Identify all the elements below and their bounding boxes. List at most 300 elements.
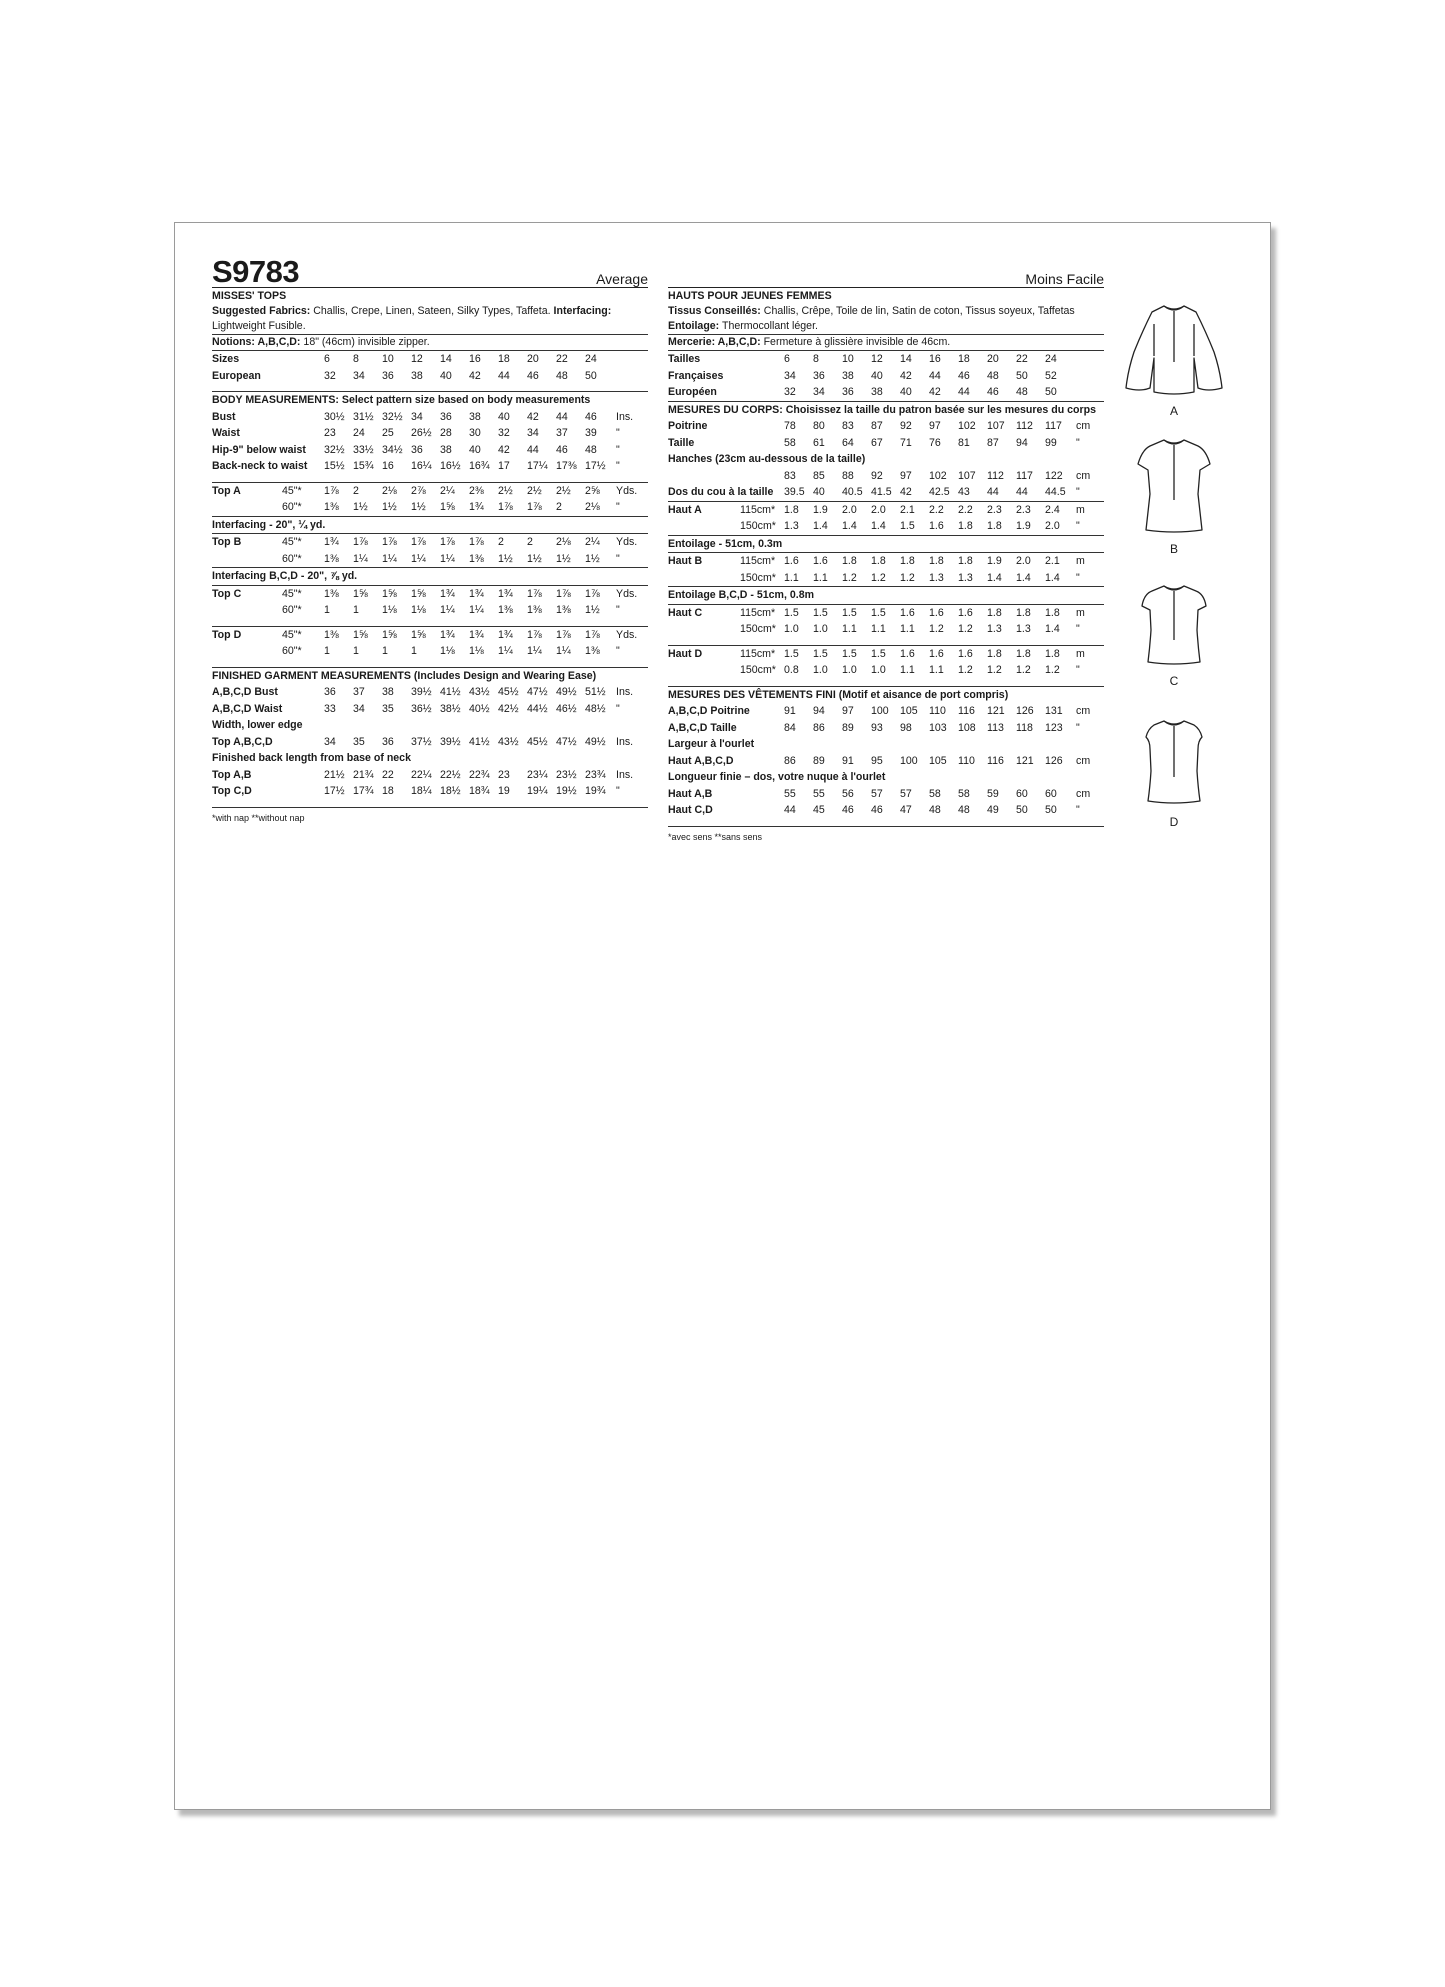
value-cell: 1⅜ — [556, 604, 571, 616]
table-row — [212, 409, 648, 426]
value-cell: 17⅜ — [556, 460, 577, 472]
french-header — [668, 258, 1104, 288]
value-cell: 1.8 — [987, 520, 1002, 532]
value-cell: 60 — [1045, 787, 1057, 800]
value-cell: 44 — [527, 443, 539, 456]
fabric-width: 60"* — [282, 604, 302, 616]
yardage-row — [212, 499, 648, 516]
view-label: Haut D — [668, 645, 740, 662]
spacer-row — [212, 384, 648, 392]
value-cell: 37 — [353, 686, 365, 698]
value-cell: 23 — [324, 427, 336, 439]
value-cell: 49 — [987, 804, 999, 816]
value-cell: 12 — [411, 351, 440, 368]
yardage-row — [668, 553, 1104, 570]
spacer-cell — [212, 475, 648, 483]
value-cell: 48 — [1016, 386, 1028, 398]
value-cell: 1.4 — [987, 571, 1002, 584]
value-cell: 1½ — [382, 501, 397, 513]
value-cell: 37½ — [411, 735, 432, 748]
unit-cell: " — [616, 702, 620, 715]
value-cell: 2.0 — [1045, 520, 1060, 532]
value-cell: 40½ — [469, 702, 490, 715]
value-cell: 1.6 — [900, 604, 929, 621]
value-cell: 1.4 — [842, 520, 857, 532]
unit-cell: Yds. — [614, 585, 648, 602]
value-cell: 38 — [469, 410, 481, 423]
value-cell: 22 — [1016, 351, 1045, 368]
finished-measurements-heading — [212, 667, 648, 684]
value-cell: 1½ — [353, 501, 368, 513]
unit-cell: cm — [1076, 705, 1091, 717]
value-cell: 1⅜ — [469, 552, 484, 565]
value-cell: 42 — [469, 369, 481, 382]
value-cell: 42 — [527, 410, 539, 423]
fabric-width: 150cm* — [740, 664, 776, 676]
value-cell: 89 — [842, 721, 854, 734]
value-cell: 1⅜ — [324, 626, 353, 643]
length-heading — [212, 750, 648, 767]
value-cell: 50 — [1016, 804, 1028, 816]
unit-cell: m — [1074, 553, 1104, 570]
unit-cell — [1074, 384, 1104, 401]
yardage-row — [212, 585, 648, 602]
value-cell: 44 — [784, 804, 796, 816]
value-cell: 1⅞ — [382, 534, 411, 551]
value-cell: 1.6 — [813, 553, 842, 570]
view-label: Top D — [212, 626, 282, 643]
value-cell: 50 — [1016, 369, 1028, 382]
value-cell: 48 — [929, 804, 941, 816]
unit-cell: " — [616, 645, 620, 657]
value-cell: 48 — [958, 804, 970, 816]
value-cell: 2⅛ — [556, 534, 585, 551]
value-cell: 1.3 — [1016, 623, 1031, 635]
value-cell: 87 — [871, 420, 883, 432]
value-cell: 1.4 — [1045, 623, 1060, 635]
value-cell: 2 — [527, 534, 556, 551]
value-cell: 97 — [900, 469, 912, 482]
value-cell: 1.8 — [900, 553, 929, 570]
unit-cell: " — [1076, 623, 1080, 635]
notions-text-fr: Fermeture à glissière invisible de 46cm. — [763, 336, 951, 348]
spacer-row — [212, 660, 648, 668]
value-cell: 46 — [842, 804, 854, 816]
value-cell: 43 — [958, 486, 970, 498]
row-label: Top C,D — [212, 785, 252, 797]
value-cell: 40.5 — [842, 486, 863, 498]
table-row — [668, 468, 1104, 485]
unit-cell: " — [1076, 804, 1080, 816]
yardage-row — [668, 645, 1104, 662]
interfacing-row — [668, 535, 1104, 553]
value-cell: 38 — [871, 386, 883, 398]
value-cell: 1¼ — [440, 604, 455, 616]
value-cell: 14 — [900, 351, 929, 368]
value-cell: 95 — [871, 754, 883, 767]
value-cell: 1⅝ — [440, 501, 455, 513]
value-cell: 50 — [1045, 804, 1057, 816]
yardage-row — [212, 482, 648, 499]
value-cell: 97 — [842, 705, 854, 717]
value-cell: 89 — [813, 754, 825, 767]
unit-cell: cm — [1076, 787, 1091, 800]
value-cell: 123 — [1045, 721, 1063, 734]
value-cell: 45½ — [527, 735, 548, 748]
value-cell: 1.1 — [900, 623, 915, 635]
value-cell: 1.6 — [929, 520, 944, 532]
value-cell: 20 — [987, 351, 1016, 368]
row-label: Hip-9" below waist — [212, 443, 306, 456]
value-cell: 34½ — [382, 443, 403, 456]
value-cell: 1¾ — [440, 585, 469, 602]
unit-cell: Yds. — [614, 482, 648, 499]
value-cell: 60 — [1016, 787, 1028, 800]
value-cell: 42.5 — [929, 486, 950, 498]
value-cell: 46 — [585, 410, 597, 423]
value-cell: 59 — [987, 787, 999, 800]
interfacing-note: Interfacing - 20", ¼ yd. — [212, 516, 648, 534]
value-cell: 28 — [440, 427, 452, 439]
value-cell: 8 — [813, 351, 842, 368]
value-cell: 31½ — [353, 410, 374, 423]
value-cell: 116 — [958, 705, 975, 717]
unit-cell: Ins. — [616, 686, 634, 698]
value-cell: 34 — [411, 410, 423, 423]
value-cell: 1⅜ — [585, 645, 600, 657]
value-cell: 36 — [324, 686, 336, 698]
value-cell: 16 — [469, 351, 498, 368]
value-cell: 2.0 — [842, 501, 871, 518]
value-cell: 1⅞ — [556, 585, 585, 602]
value-cell: 6 — [784, 351, 813, 368]
value-cell: 39½ — [440, 735, 461, 748]
view-label: Top B — [212, 534, 282, 551]
unit-cell: cm — [1076, 754, 1091, 767]
notions-label: Notions: A,B,C,D: — [212, 336, 301, 348]
value-cell: 1⅛ — [411, 604, 426, 616]
value-cell: 1⅞ — [498, 501, 513, 513]
value-cell: 1.3 — [929, 571, 944, 584]
value-cell: 16½ — [440, 460, 461, 472]
difficulty-level: Average — [596, 271, 648, 287]
value-cell: 1.3 — [958, 571, 973, 584]
value-cell: 39 — [585, 427, 597, 439]
value-cell: 100 — [900, 754, 918, 767]
value-cell: 39½ — [411, 686, 432, 698]
value-cell: 92 — [900, 420, 912, 432]
french-measurement-table — [668, 350, 1104, 826]
value-cell: 17½ — [324, 785, 345, 797]
english-measurement-table — [212, 350, 648, 807]
value-cell: 42 — [498, 443, 510, 456]
value-cell: 112 — [1016, 420, 1033, 432]
fabric-info-fr — [668, 288, 1104, 334]
value-cell: 1.8 — [1045, 604, 1074, 621]
value-cell: 1.8 — [987, 604, 1016, 621]
value-cell: 1⅞ — [353, 534, 382, 551]
value-cell: 42 — [900, 486, 912, 498]
yardage-row — [668, 604, 1104, 621]
value-cell: 1.1 — [842, 623, 857, 635]
spacer-cell — [212, 619, 648, 627]
value-cell: 1⅛ — [440, 645, 455, 657]
value-cell: 34 — [813, 386, 825, 398]
unit-cell: " — [1076, 520, 1080, 532]
value-cell: 32½ — [382, 410, 403, 423]
fabrics-label: Suggested Fabrics: — [212, 305, 311, 317]
unit-cell: cm — [1076, 420, 1091, 432]
row-label: Haut C,D — [668, 804, 713, 816]
table-row — [668, 351, 1104, 368]
value-cell: 112 — [987, 469, 1004, 482]
value-cell: 1.0 — [813, 664, 828, 676]
value-cell: 23 — [498, 768, 510, 781]
value-cell: 6 — [324, 351, 353, 368]
view-label-a: A — [1169, 404, 1178, 418]
spacer-row — [668, 679, 1104, 687]
value-cell: 18 — [498, 351, 527, 368]
value-cell: 57 — [871, 787, 883, 800]
value-cell: 1¾ — [469, 585, 498, 602]
value-cell: 40 — [440, 369, 452, 382]
value-cell: 8 — [353, 351, 382, 368]
difficulty-level-fr: Moins Facile — [1025, 271, 1104, 287]
value-cell: 21½ — [324, 768, 345, 781]
value-cell: 2½ — [527, 482, 556, 499]
value-cell: 36½ — [411, 702, 432, 715]
value-cell: 35 — [382, 702, 394, 715]
value-cell: 55 — [784, 787, 796, 800]
fabric-width: 150cm* — [740, 623, 776, 635]
value-cell: 48 — [987, 369, 999, 382]
value-cell: 58 — [958, 787, 970, 800]
value-cell: 16¼ — [411, 460, 432, 472]
value-cell: 126 — [1045, 754, 1063, 767]
value-cell: 83 — [784, 469, 796, 482]
value-cell: 94 — [813, 705, 825, 717]
table-row — [212, 734, 648, 751]
value-cell: 1¾ — [498, 585, 527, 602]
interfacing-label: Interfacing: — [553, 305, 612, 317]
value-cell: 1⅜ — [527, 604, 542, 616]
value-cell: 1⅜ — [498, 604, 513, 616]
fabric-width: 115cm* — [740, 604, 784, 621]
value-cell: 91 — [784, 705, 796, 717]
row-label: Dos du cou à la taille — [668, 486, 774, 498]
value-cell: 34 — [353, 369, 365, 382]
unit-cell: cm — [1076, 469, 1091, 482]
unit-cell: " — [616, 460, 620, 472]
body-measurements-heading-fr: MESURES DU CORPS: Choisissez la taille du patron basée sur les mesures du corps — [668, 401, 1104, 418]
value-cell: 1.5 — [871, 645, 900, 662]
view-label — [668, 518, 740, 535]
value-cell: 1.9 — [813, 501, 842, 518]
unit-cell: Ins. — [616, 768, 634, 781]
value-cell: 1.5 — [842, 604, 871, 621]
value-cell: 46½ — [556, 702, 577, 715]
value-cell: 48 — [556, 369, 568, 382]
value-cell: 1¼ — [353, 552, 368, 565]
value-cell: 2.4 — [1045, 501, 1074, 518]
value-cell: 40 — [469, 443, 481, 456]
value-cell: 17½ — [585, 460, 606, 472]
row-label: Haut A,B,C,D — [668, 754, 734, 767]
value-cell: 30½ — [324, 410, 345, 423]
value-cell: 1⅞ — [469, 534, 498, 551]
value-cell: 1.1 — [813, 571, 828, 584]
value-cell: 1.8 — [987, 645, 1016, 662]
value-cell: 1⅝ — [411, 585, 440, 602]
value-cell: 61 — [813, 436, 825, 449]
row-label: Haut A,B — [668, 787, 713, 800]
value-cell: 83 — [842, 420, 854, 432]
fabric-info — [212, 288, 648, 334]
value-cell: 1.6 — [784, 553, 813, 570]
row-label: Tailles — [668, 351, 784, 368]
fabric-width: 45"* — [282, 482, 324, 499]
value-cell: 1.9 — [987, 553, 1016, 570]
row-label: A,B,C,D Bust — [212, 686, 278, 698]
finished-measurements-heading-fr — [668, 686, 1104, 703]
value-cell: 2⅛ — [585, 501, 600, 513]
fabric-width: 45"* — [282, 585, 324, 602]
notions-info-fr — [668, 334, 1104, 350]
value-cell: 1⅞ — [585, 626, 614, 643]
view-label — [212, 643, 282, 660]
value-cell: 2⅛ — [382, 482, 411, 499]
value-cell: 107 — [958, 469, 976, 482]
value-cell: 1¼ — [440, 552, 455, 565]
fabric-width: 60"* — [282, 552, 302, 565]
value-cell: 38 — [382, 686, 394, 698]
value-cell: 46 — [871, 804, 883, 816]
unit-cell: " — [616, 501, 620, 513]
value-cell: 1.2 — [1016, 664, 1031, 676]
value-cell: 18¾ — [469, 785, 490, 797]
value-cell: 108 — [958, 721, 976, 734]
value-cell: 1.0 — [842, 664, 857, 676]
value-cell: 86 — [813, 721, 825, 734]
value-cell: 1⅝ — [353, 585, 382, 602]
table-row — [668, 720, 1104, 737]
view-label: Top A — [212, 482, 282, 499]
spacer-row — [212, 800, 648, 807]
value-cell: 20 — [527, 351, 556, 368]
row-label: Back-neck to waist — [212, 460, 308, 472]
fabric-width: 115cm* — [740, 553, 784, 570]
value-cell: 1⅞ — [527, 626, 556, 643]
section-title-fr: HAUTS POUR JEUNES FEMMES — [668, 290, 832, 302]
top-c-short-cap-back-view-icon — [1118, 580, 1230, 688]
value-cell: 34 — [784, 369, 796, 382]
unit-cell — [1074, 368, 1104, 385]
value-cell: 1.5 — [813, 604, 842, 621]
value-cell: 117 — [1045, 420, 1062, 432]
unit-cell: " — [616, 785, 620, 797]
value-cell: 22¾ — [469, 768, 490, 781]
value-cell: 1⅛ — [469, 645, 484, 657]
value-cell: 1¾ — [324, 534, 353, 551]
value-cell: 64 — [842, 436, 854, 449]
value-cell: 2¼ — [440, 482, 469, 499]
value-cell: 1½ — [411, 501, 426, 513]
view-label-b: B — [1169, 542, 1178, 556]
value-cell: 23¼ — [527, 768, 548, 781]
yardage-row — [668, 621, 1104, 638]
value-cell: 2.2 — [929, 501, 958, 518]
value-cell: 1⅜ — [324, 585, 353, 602]
value-cell: 93 — [871, 721, 883, 734]
row-label: European — [212, 369, 261, 382]
value-cell: 19¾ — [585, 785, 606, 797]
value-cell: 34 — [353, 702, 365, 715]
fabrics-text-fr: Challis, Crêpe, Toile de lin, Satin de coton, Tissus soyeux, Taffetas — [763, 305, 1075, 317]
table-row — [212, 783, 648, 800]
spacer-cell — [212, 384, 648, 392]
value-cell: 44 — [929, 369, 941, 382]
notions-text: 18" (46cm) invisible zipper. — [303, 336, 430, 348]
value-cell: 1.0 — [871, 664, 886, 676]
view-label: Haut C — [668, 604, 740, 621]
value-cell: 1½ — [585, 604, 600, 616]
value-cell: 58 — [784, 436, 796, 449]
value-cell: 45½ — [498, 686, 519, 698]
value-cell: 76 — [929, 436, 941, 449]
value-cell: 1⅞ — [527, 585, 556, 602]
value-cell: 58 — [929, 787, 941, 800]
value-cell: 38 — [411, 369, 423, 382]
yardage-row — [668, 518, 1104, 535]
unit-cell: " — [1076, 486, 1080, 498]
table-row — [212, 684, 648, 701]
value-cell: 1.4 — [1045, 571, 1060, 584]
value-cell: 1.2 — [929, 623, 944, 635]
value-cell: 113 — [987, 721, 1004, 734]
value-cell: 1.1 — [929, 664, 944, 676]
footnote-fr: *avec sens **sans sens — [668, 831, 763, 842]
table-row — [668, 786, 1104, 803]
value-cell: 40 — [900, 386, 912, 398]
value-cell: 107 — [987, 420, 1005, 432]
spacer-row — [668, 819, 1104, 826]
value-cell: 121 — [987, 705, 1005, 717]
unit-cell: Ins. — [616, 735, 634, 748]
value-cell: 2.0 — [1016, 553, 1045, 570]
value-cell: 91 — [842, 754, 854, 767]
value-cell: 80 — [813, 420, 825, 432]
value-cell: 67 — [871, 436, 883, 449]
value-cell: 30 — [469, 427, 481, 439]
value-cell: 1⅝ — [353, 626, 382, 643]
value-cell: 32 — [784, 386, 796, 398]
body-measurements-heading-fr — [668, 401, 1104, 418]
value-cell: 81 — [958, 436, 970, 449]
value-cell: 32½ — [324, 443, 345, 456]
value-cell: 1 — [411, 645, 417, 657]
value-cell: 1⅞ — [556, 626, 585, 643]
value-cell: 2.1 — [1045, 553, 1074, 570]
value-cell: 102 — [929, 469, 947, 482]
length-heading: Finished back length from base of neck — [212, 752, 411, 764]
value-cell: 1½ — [585, 552, 600, 565]
value-cell: 1.6 — [900, 645, 929, 662]
value-cell: 36 — [813, 369, 825, 382]
value-cell: 55 — [813, 787, 825, 800]
table-row — [668, 802, 1104, 819]
yardage-row — [212, 626, 648, 643]
value-cell: 1.4 — [871, 520, 886, 532]
